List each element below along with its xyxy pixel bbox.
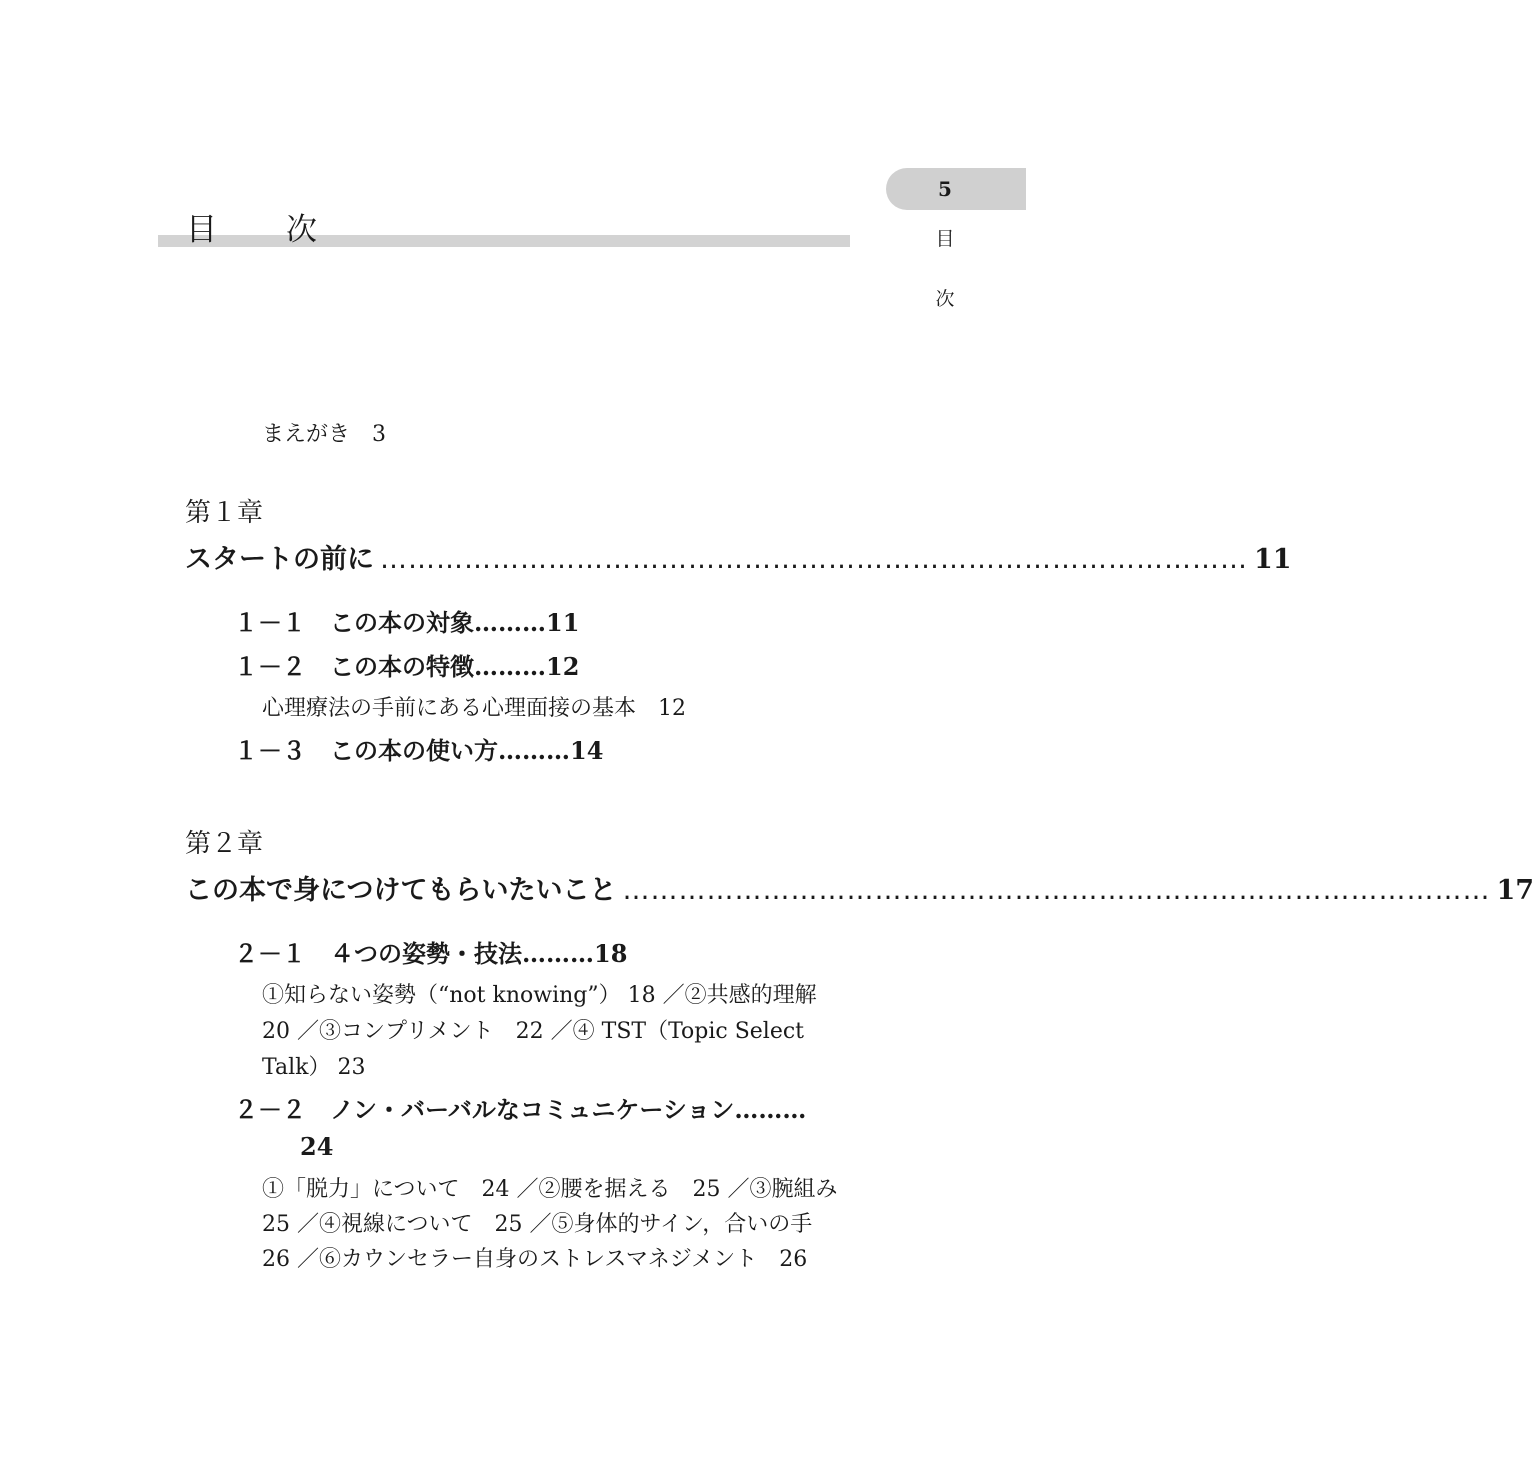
section-2-2-num: ２－２: [234, 1095, 306, 1124]
title-underline-bar: [158, 235, 850, 247]
section-2-1-page: 18: [594, 939, 628, 968]
section-2-1-subtopics-line-3: Talk） 23: [262, 1055, 366, 1080]
section-1-3-page: 14: [570, 736, 604, 765]
chapter-2-label: 第２章: [185, 829, 264, 859]
chapter-1-page: 11: [1254, 544, 1292, 575]
chapter-2-leader: …………………………………………………………………………………: [622, 875, 1491, 906]
chapter-1-title: スタートの前に: [185, 544, 374, 575]
page-number: 5: [938, 177, 952, 201]
toc-preface: [262, 420, 386, 450]
section-1-1-page: 11: [546, 608, 580, 637]
page-title-char-2: 次: [286, 212, 317, 248]
page-title-char-1: 目: [186, 212, 217, 248]
chapter-2-title: この本で身につけてもらいたいこと: [185, 875, 617, 906]
section-2-2-subtopics-line-2: 25 ／④視線について 25 ／⑤身体的サイン，合いの手: [262, 1212, 813, 1237]
section-1-2-subtopics: 心理療法の手前にある心理面接の基本 12: [262, 696, 686, 721]
section-1-2: １－２ この本の特徴………12: [234, 652, 580, 681]
section-2-1-subtopics-line-2: 20 ／③コンプリメント 22 ／④ TST（Topic Select: [262, 1019, 805, 1044]
section-1-2-page: 12: [546, 652, 580, 681]
section-1-1: １－１ この本の対象………11: [234, 608, 580, 637]
section-2-1-subtopics-line-1: ①知らない姿勢（“not knowing”） 18 ／②共感的理解: [262, 983, 817, 1008]
section-2-2-page: 24: [300, 1132, 334, 1161]
running-head-char-2: 次: [935, 288, 955, 310]
chapter-2-entry: [185, 874, 1534, 908]
chapter-1-leader: …………………………………………………………………………………: [380, 544, 1248, 575]
section-2-2-subtopics-line-1: ①「脱力」について 24 ／②腰を据える 25 ／③腕組み: [262, 1177, 838, 1202]
chapter-2-page: 17: [1496, 875, 1534, 906]
section-2-2-title: ノン・バーバルなコミュニケーション: [330, 1095, 735, 1124]
section-2-1-title: ４つの姿勢・技法: [330, 939, 522, 968]
section-1-2-num: １－２: [234, 652, 306, 681]
preface-page: 3: [372, 422, 387, 447]
section-2-1: ２－１ ４つの姿勢・技法………18: [234, 939, 628, 968]
section-2-2-subtopics-line-3: 26 ／⑥カウンセラー自身のストレスマネジメント 26: [262, 1247, 808, 1272]
running-head-char-1: 目: [935, 228, 955, 250]
section-2-2: ２－２ ノン・バーバルなコミュニケーション………: [234, 1095, 807, 1124]
section-1-1-title: この本の対象: [330, 608, 474, 637]
section-1-3-title: この本の使い方: [330, 736, 498, 765]
section-2-1-num: ２－１: [234, 939, 306, 968]
chapter-1-entry: [185, 543, 1292, 577]
section-1-3-num: １－３: [234, 736, 306, 765]
section-1-3: １－３ この本の使い方………14: [234, 736, 604, 765]
section-1-1-num: １－１: [234, 608, 306, 637]
preface-label: まえがき: [262, 422, 351, 447]
chapter-1-label: 第１章: [185, 498, 264, 528]
section-1-2-title: この本の特徴: [330, 652, 474, 681]
